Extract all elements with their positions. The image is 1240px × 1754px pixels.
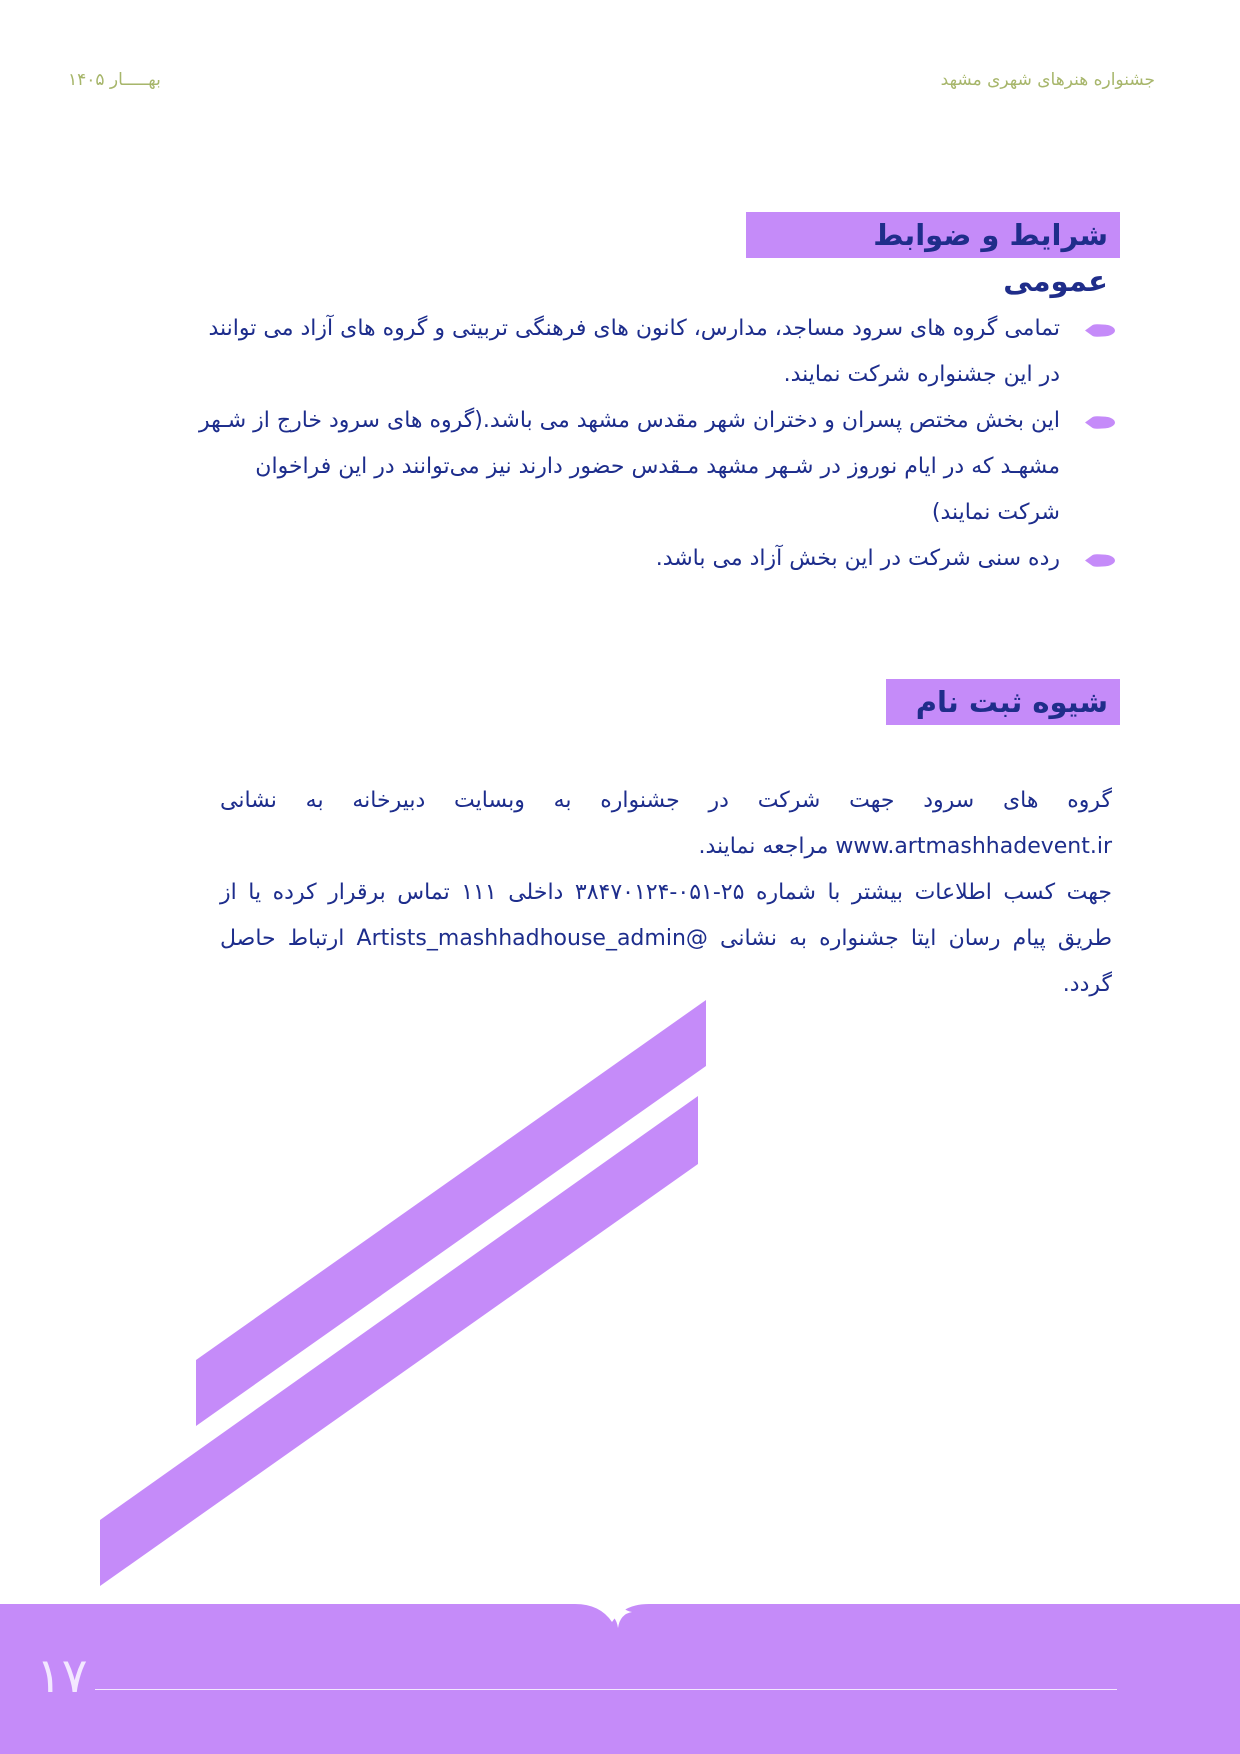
registration-contact-paragraph: جهت کسب اطلاعات بیشتر با شماره ۲۵-۰۵۱-۳۸۴۷۰۱۲۴ داخلی ۱۱۱ تماس برقرار کرده یا از طریق پیام رسان ایتا جشنواره به نشانی @Artists_mashhadhouse_admin ارتباط حاصل گردد.	[220, 880, 1112, 997]
section-title-general-rules: شرایط و ضوابط عمومی	[746, 212, 1120, 258]
list-item-text: این بخش مختص پسران و دختران شهر مقدس مشهد می باشد.(گروه های سرود خارج از شـهر مشهـد که در ایام نوروز در شـهر مشهد مـقدس حضور دارند نیز می‌توانند در این فراخوان شرکت نمایند)	[199, 408, 1060, 525]
list-item-text: تمامی گروه های سرود مساجد، مدارس، کانون های فرهنگی تربیتی و گروه های آزاد می توانند در این جشنواره شرکت نمایند.	[208, 316, 1060, 387]
footer-divider	[95, 1689, 1117, 1690]
section-title-registration: شیوه ثبت نام	[886, 679, 1120, 725]
festival-name-header: جشنواره هنرهای شهری مشهد	[940, 70, 1155, 90]
sparkle-icon	[604, 1596, 632, 1628]
page-number: ۱۷	[36, 1648, 88, 1704]
season-header: بهـــــار ۱۴۰۵	[68, 70, 161, 90]
registration-website-paragraph: گروه های سرود جهت شرکت در جشنواره به وبسایت دبیرخانه به نشانی www.artmashhadevent.ir مراجعه نمایند.	[220, 788, 1112, 859]
list-item-text: رده سنی شرکت در این بخش آزاد می باشد.	[655, 546, 1060, 571]
